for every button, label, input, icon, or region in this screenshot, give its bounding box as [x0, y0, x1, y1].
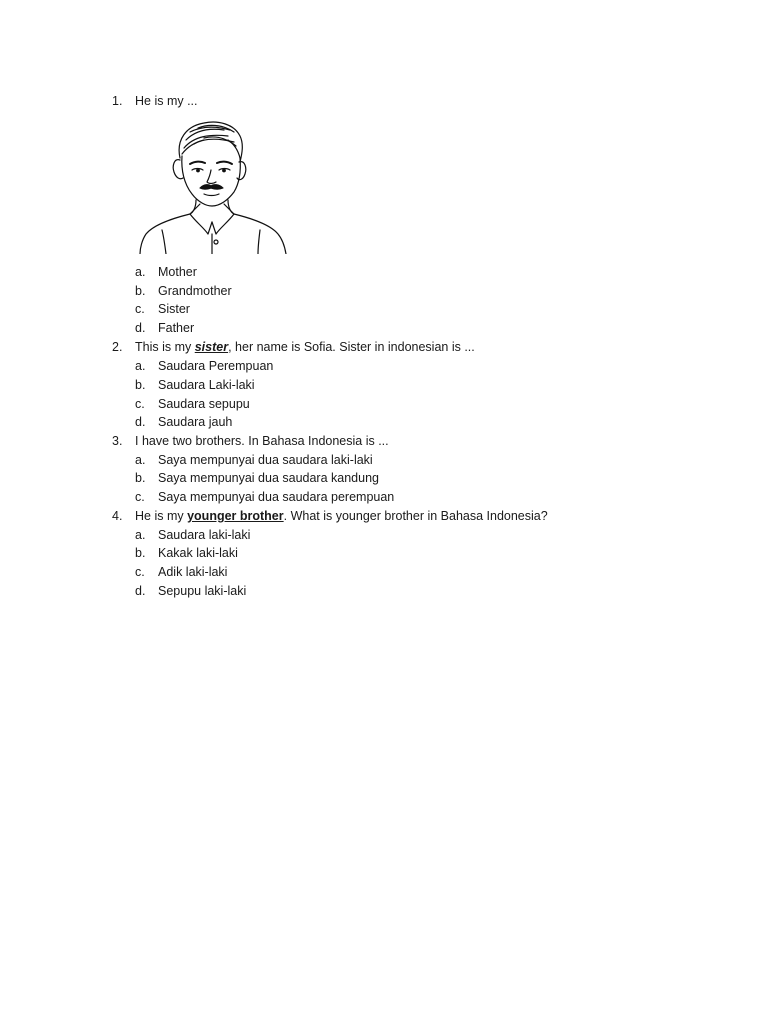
option-text: Saudara Laki-laki [158, 378, 255, 392]
question-text-after: , her name is Sofia. Sister in indonesian is ... [228, 340, 475, 354]
option-text: Saya mempunyai dua saudara laki-laki [158, 453, 373, 467]
question-text: He is my ... [135, 94, 198, 108]
emphasized-word: younger brother [187, 509, 284, 523]
option-text: Saudara jauh [158, 415, 233, 429]
option-text: Saya mempunyai dua saudara kandung [158, 471, 379, 485]
option-text: Saudara sepupu [158, 397, 250, 411]
option-letter: d. [135, 584, 146, 598]
option-letter: a. [135, 359, 146, 373]
option-text: Adik laki-laki [158, 565, 228, 579]
question-text [135, 507, 548, 526]
option-text: Grandmother [158, 284, 232, 298]
option-letter: c. [135, 397, 145, 411]
option-text: Father [158, 321, 195, 335]
option-text: Kakak laki-laki [158, 546, 238, 560]
option-text: Saya mempunyai dua saudara perempuan [158, 490, 395, 504]
question-text-after: . What is younger brother in Bahasa Indonesia? [283, 509, 548, 523]
option-letter: b. [135, 471, 146, 485]
option-letter: d. [135, 415, 146, 429]
question-number: 2. [112, 340, 123, 354]
option-letter: d. [135, 321, 146, 335]
option-letter: b. [135, 284, 146, 298]
question-text-before: He is my [135, 509, 188, 523]
option-letter: c. [135, 490, 145, 504]
man-portrait-icon [138, 118, 288, 254]
option-letter: a. [135, 265, 146, 279]
option-letter: c. [135, 302, 145, 316]
question-number: 3. [112, 434, 123, 448]
question-text-before: This is my [135, 340, 195, 354]
option-letter: b. [135, 378, 146, 392]
option-text: Mother [158, 265, 197, 279]
option-text: Saudara Perempuan [158, 359, 274, 373]
question-number: 4. [112, 509, 123, 523]
question-number: 1. [112, 94, 123, 108]
option-text: Sister [158, 302, 190, 316]
option-text: Sepupu laki-laki [158, 584, 247, 598]
question-text [135, 338, 475, 357]
option-letter: a. [135, 528, 146, 542]
option-letter: b. [135, 546, 146, 560]
emphasized-word: sister [194, 340, 229, 354]
question-text: I have two brothers. In Bahasa Indonesia is ... [135, 434, 389, 448]
option-letter: a. [135, 453, 146, 467]
option-text: Saudara laki-laki [158, 528, 251, 542]
option-letter: c. [135, 565, 145, 579]
